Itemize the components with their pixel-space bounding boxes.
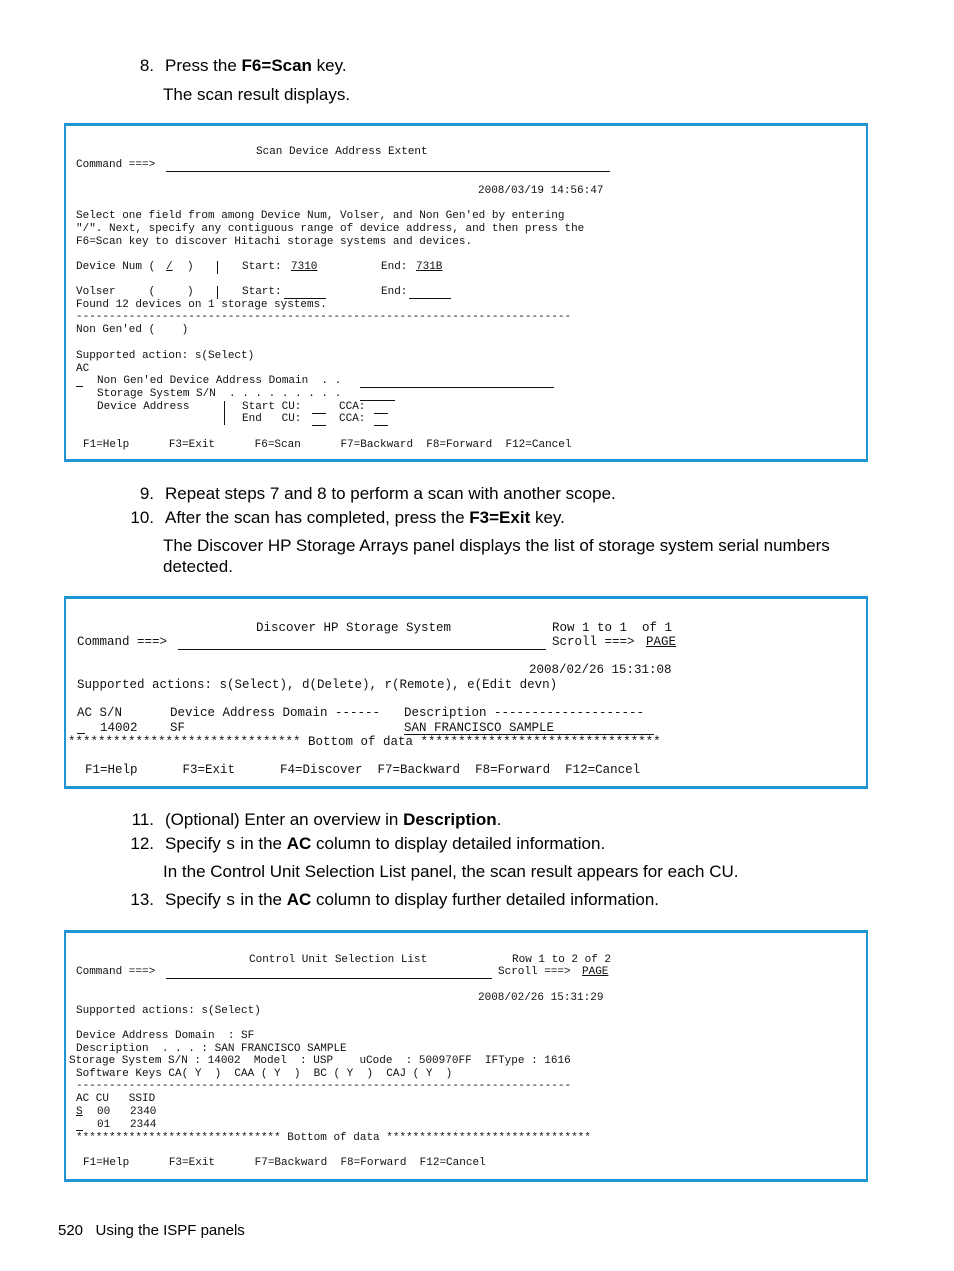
command-label: Command ===> — [76, 966, 156, 978]
non-gened-label: Non Gen'ed ( ) — [76, 324, 189, 336]
function-keys: F1=Help F3=Exit F7=Backward F8=Forward F12=Cancel — [83, 1157, 486, 1169]
step-number: 8. — [139, 56, 154, 75]
domain-info: Device Address Domain : SF — [76, 1030, 255, 1042]
end-cca-label: CCA: — [339, 413, 366, 425]
storage-system-info: Storage System S/N : 14002 Model : USP uCode : 500970FF IFType : 1616 — [69, 1055, 571, 1067]
step-text — [165, 834, 605, 856]
discover-storage-panel — [64, 596, 868, 789]
ac-input[interactable] — [76, 386, 83, 387]
row-info: Row 1 to 1 of 1 — [552, 621, 673, 635]
domain-value: SF — [170, 721, 186, 735]
instruction-line: Select one field from among Device Num, Volser, and Non Gen'ed by entering — [76, 210, 565, 222]
bottom-of-data: ******************************* Bottom of data ******************************* — [76, 1132, 591, 1144]
field-name: Description — [403, 810, 497, 829]
step-8-result: The scan result displays. — [163, 85, 351, 104]
step-text — [165, 890, 659, 912]
separator — [224, 401, 225, 425]
table-row: 00 2340 — [97, 1106, 157, 1118]
step-text-post: key. — [311, 56, 347, 75]
bottom-of-data: ******************************* Bottom of data ******************************** — [68, 735, 661, 749]
scroll-label: Scroll ===> — [498, 966, 571, 978]
ac-input[interactable] — [77, 733, 85, 734]
ngdomain-input[interactable] — [360, 387, 554, 388]
storage-sn-label: Storage System S/N . . . . . . . . . — [97, 388, 342, 400]
description-info: Description . . . : SAN FRANCISCO SAMPLE — [76, 1043, 347, 1055]
step-text-pre: After the scan has completed, press the — [165, 508, 470, 527]
step-text-post: key. — [530, 508, 565, 527]
step-text-mid: in the — [235, 890, 287, 909]
step-number: 11. — [131, 810, 154, 829]
timestamp: 2008/02/26 15:31:29 — [478, 992, 604, 1004]
key-name: F3=Exit — [469, 508, 531, 527]
panel-title: Control Unit Selection List — [249, 954, 428, 966]
supported-actions: Supported action: s(Select) — [76, 350, 255, 362]
volser-start-label: Start: — [242, 286, 282, 298]
step-text — [165, 56, 347, 76]
separator — [217, 286, 218, 299]
found-message: Found 12 devices on 1 storage systems. — [76, 299, 327, 311]
paren: ) — [187, 286, 194, 298]
key-name: F6=Scan — [241, 56, 312, 75]
scan-device-panel — [64, 123, 868, 462]
column-headers: AC CU SSID — [76, 1093, 156, 1105]
step-text-post: column to display detailed information. — [311, 834, 606, 853]
step-text-post: column to display further detailed information. — [311, 890, 660, 909]
ac-input[interactable] — [76, 1130, 83, 1131]
column-header-description: Description -------------------- — [404, 706, 645, 720]
end-input[interactable]: 731B — [416, 261, 443, 273]
timestamp: 2008/03/19 14:56:47 — [478, 185, 604, 197]
ac-input[interactable]: S — [76, 1106, 83, 1118]
page-footer — [58, 1222, 245, 1239]
step-text-pre: Press the — [165, 56, 242, 75]
table-row: 01 2344 — [97, 1119, 157, 1131]
section-title: Using the ISPF panels — [95, 1222, 245, 1239]
step-text-pre: Specify — [165, 890, 226, 909]
step-text-mid: in the — [235, 834, 287, 853]
device-num-select[interactable]: / — [166, 261, 173, 273]
start-input[interactable]: 7310 — [291, 261, 318, 273]
instruction-line: "/". Next, specify any contiguous range of device address, and then press the — [76, 223, 585, 235]
page-number: 520 — [58, 1222, 84, 1239]
code-value: s — [225, 836, 236, 855]
code-value: s — [225, 892, 236, 911]
step-text-pre: Specify — [165, 834, 226, 853]
command-label: Command ===> — [77, 635, 168, 649]
step-number: 10. — [130, 508, 154, 527]
step-10-description: The Discover HP Storage Arrays panel displays the list of storage system serial numbers detected. — [163, 536, 830, 576]
step-text — [165, 810, 501, 830]
step-number: 13. — [130, 890, 154, 909]
panel-title: Discover HP Storage System — [256, 621, 452, 635]
divider: --------------------------------------------------------------------------- — [76, 1080, 572, 1092]
step-number: 12. — [130, 834, 154, 853]
serial-number: 14002 — [100, 721, 138, 735]
column-name: AC — [286, 890, 312, 909]
scroll-input[interactable]: PAGE — [582, 966, 609, 978]
software-keys: Software Keys CA( Y ) CAA ( Y ) BC ( Y ) CAJ ( Y ) — [76, 1068, 453, 1080]
step-number: 9. — [139, 484, 154, 503]
end-label: End: — [381, 261, 408, 273]
column-header-domain: Device Address Domain ------ — [170, 706, 381, 720]
description-input[interactable]: SAN FRANCISCO SAMPLE — [404, 721, 555, 735]
end-cca-input[interactable] — [374, 425, 388, 426]
separator — [217, 261, 218, 274]
step-text — [165, 508, 565, 528]
paren: ) — [187, 261, 194, 273]
function-keys: F1=Help F3=Exit F6=Scan F7=Backward F8=Forward F12=Cancel — [83, 439, 572, 451]
column-header-ac-sn: AC S/N — [77, 706, 123, 720]
ngdomain-label: Non Gen'ed Device Address Domain . . — [97, 375, 342, 387]
device-num-label: Device Num ( — [76, 261, 156, 273]
start-cca-input[interactable] — [374, 413, 388, 414]
end-cu-label: End CU: — [242, 413, 302, 425]
device-address-label: Device Address — [97, 401, 190, 413]
start-label: Start: — [242, 261, 282, 273]
column-name: AC — [286, 834, 312, 853]
start-cu-label: Start CU: — [242, 401, 302, 413]
command-input[interactable] — [166, 978, 492, 979]
control-unit-panel — [64, 930, 868, 1182]
instruction-line: F6=Scan key to discover Hitachi storage systems and devices. — [76, 236, 473, 248]
command-input[interactable] — [178, 649, 546, 650]
step-text: Repeat steps 7 and 8 to perform a scan with another scope. — [165, 484, 616, 503]
volser-end-label: End: — [381, 286, 408, 298]
divider: --------------------------------------------------------------------------- — [76, 311, 572, 323]
scroll-label: Scroll ===> — [552, 635, 635, 649]
end-cu-input[interactable] — [312, 425, 326, 426]
scroll-input[interactable]: PAGE — [646, 635, 677, 649]
ac-header: AC — [76, 363, 90, 375]
function-keys: F1=Help F3=Exit F4=Discover F7=Backward F8=Forward F12=Cancel — [85, 763, 641, 777]
step-12-description: In the Control Unit Selection List panel, the scan result appears for each CU. — [163, 862, 739, 881]
step-text-pre: (Optional) Enter an overview in — [165, 810, 404, 829]
supported-actions: Supported actions: s(Select), d(Delete), r(Remote), e(Edit devn) — [77, 678, 558, 692]
timestamp: 2008/02/26 15:31:08 — [529, 663, 672, 677]
supported-actions: Supported actions: s(Select) — [76, 1005, 261, 1017]
command-input[interactable] — [166, 171, 610, 172]
volser-label: Volser ( — [76, 286, 156, 298]
start-cu-input[interactable] — [312, 413, 326, 414]
command-label: Command ===> — [76, 159, 156, 171]
start-cca-label: CCA: — [339, 401, 366, 413]
volser-end-input[interactable] — [409, 298, 451, 299]
panel-title: Scan Device Address Extent — [256, 146, 428, 158]
row-info: Row 1 to 2 of 2 — [512, 954, 612, 966]
step-text-post: . — [496, 810, 502, 829]
